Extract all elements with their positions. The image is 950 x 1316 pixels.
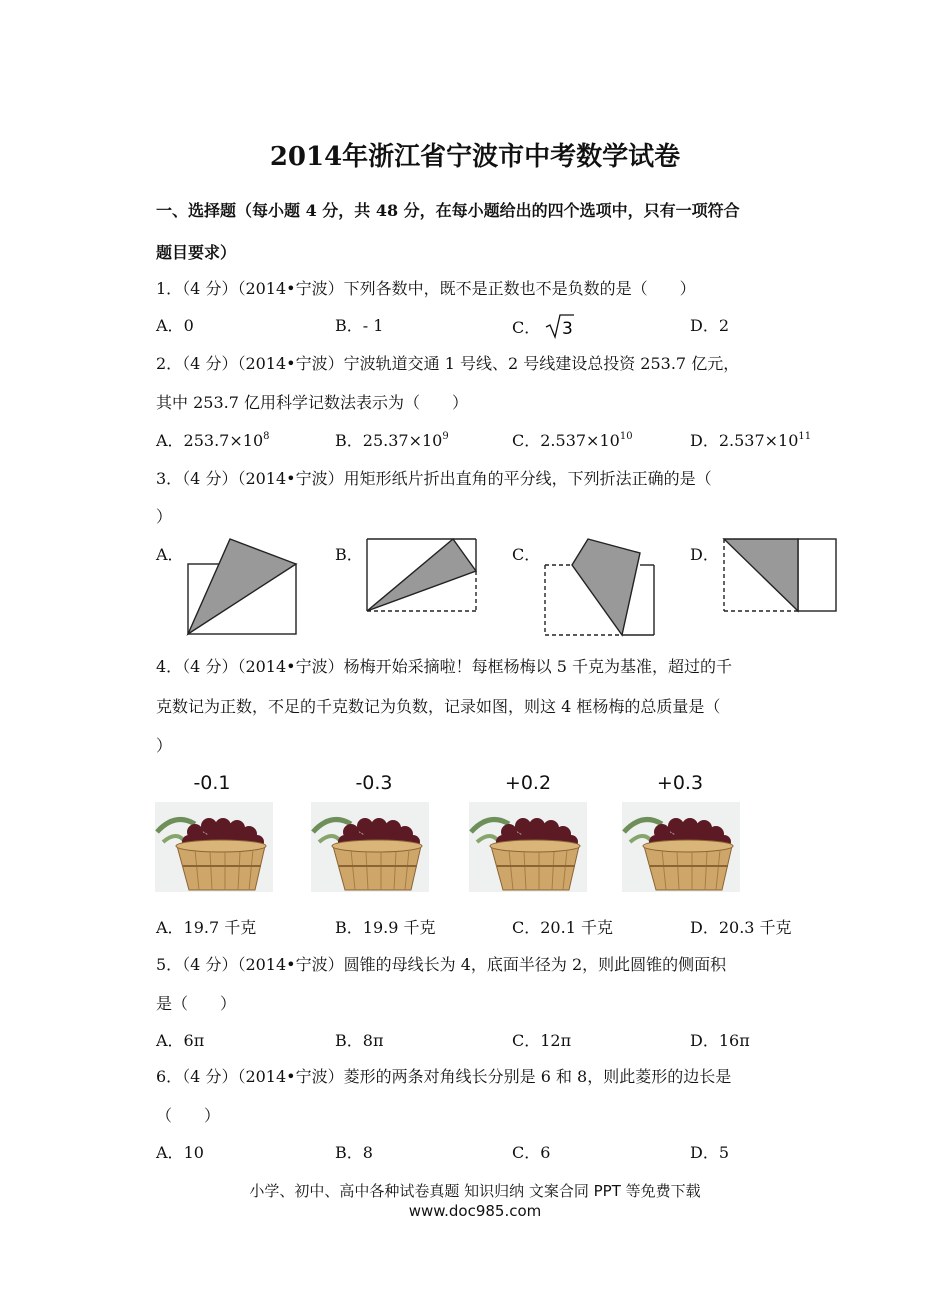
q3-option-c-label: C． [512, 545, 541, 564]
q3-figure-c [540, 535, 660, 640]
q6-option-c: C．6 [512, 1143, 551, 1162]
basket-2-label: -0.3 [355, 772, 393, 794]
basket-3-label: +0.2 [504, 772, 552, 794]
q3-figure-b [363, 535, 481, 615]
question-3-line2: ） [156, 507, 173, 526]
q3-figure-d [720, 535, 840, 617]
bayberry-basket-image-4 [622, 802, 740, 892]
basket-4-label: +0.3 [656, 772, 704, 794]
question-5-line2: 是（ ） [156, 994, 237, 1013]
q4-option-b: B．19.9 千克 [335, 918, 436, 937]
question-4-line3: ） [156, 736, 173, 755]
q5-option-c: C．12π [512, 1031, 572, 1050]
q5-option-b: B．8π [335, 1031, 384, 1050]
q3-figure-a [185, 535, 300, 640]
footer-ad-text: 小学、初中、高中各种试卷真题 知识归纳 文案合同 PPT 等免费下载 [249, 1182, 701, 1200]
q1-option-c: C． 3 [512, 313, 575, 339]
basket-1-label: -0.1 [193, 772, 231, 794]
q4-option-d: D．20.3 千克 [690, 918, 792, 937]
q2-option-c: C．$2.537\times 10^{10}$ [512, 431, 633, 450]
question-2-line1: 2．（4 分）（2014•宁波）宁波轨道交通 1 号线、2 号线建设总投资 253.7 亿元， [156, 354, 740, 373]
q4-option-a: A．19.7 千克 [156, 918, 257, 937]
question-1-text: 1．（4 分）（2014•宁波）下列各数中，既不是正数也不是负数的是（ ） [156, 279, 696, 298]
question-5-line1: 5．（4 分）（2014•宁波）圆锥的母线长为 4，底面半径为 2，则此圆锥的侧面积 [156, 955, 727, 974]
q3-option-d-label: D． [690, 545, 719, 564]
question-3-line1: 3．（4 分）（2014•宁波）用矩形纸片折出直角的平分线，下列折法正确的是（ [156, 469, 712, 488]
q4-option-c: C．20.1 千克 [512, 918, 613, 937]
bayberry-basket-image-3 [469, 802, 587, 892]
q3-option-b-label: B． [335, 545, 363, 564]
q2-option-d: D．$2.537\times 10^{11}$ [690, 431, 812, 450]
q2-option-a: A．$253.7\times 10^8$ [156, 431, 270, 450]
q1-option-d: D．2 [690, 316, 730, 335]
question-4-line1: 4．（4 分）（2014•宁波）杨梅开始采摘啦！每框杨梅以 5 千克为基准，超过的千 [156, 657, 732, 676]
q3-option-a-label: A． [156, 545, 184, 564]
question-6-line2: （ ） [156, 1106, 221, 1125]
question-2-line2: 其中 253.7 亿用科学记数法表示为（ ） [156, 393, 468, 412]
q1-option-b: B．- 1 [335, 316, 384, 335]
q5-option-d: D．16π [690, 1031, 750, 1050]
bayberry-basket-image-2 [311, 802, 429, 892]
sqrt-radicand: 3 [562, 319, 574, 339]
section-heading-line2: 题目要求） [156, 243, 237, 262]
question-4-line2: 克数记为正数，不足的千克数记为负数，记录如图，则这 4 框杨梅的总质量是（ [156, 697, 721, 716]
q6-option-d: D．5 [690, 1143, 730, 1162]
q1-option-a: A．0 [156, 316, 194, 335]
sqrt-symbol-icon [545, 313, 575, 339]
q6-option-b: B．8 [335, 1143, 373, 1162]
q6-option-a: A．10 [156, 1143, 204, 1162]
question-6-line1: 6．（4 分）（2014•宁波）菱形的两条对角线长分别是 6 和 8，则此菱形的边长是 [156, 1067, 732, 1086]
page-title: 2014年浙江省宁波市中考数学试卷 [269, 142, 681, 172]
q2-option-b: B．$25.37\times 10^9$ [335, 431, 449, 450]
section-heading-line1: 一、选择题（每小题 4 分，共 48 分，在每小题给出的四个选项中，只有一项符合 [156, 201, 740, 220]
footer-url-link[interactable]: www.doc985.com [408, 1202, 542, 1220]
bayberry-basket-image-1 [155, 802, 273, 892]
q5-option-a: A．6π [156, 1031, 205, 1050]
